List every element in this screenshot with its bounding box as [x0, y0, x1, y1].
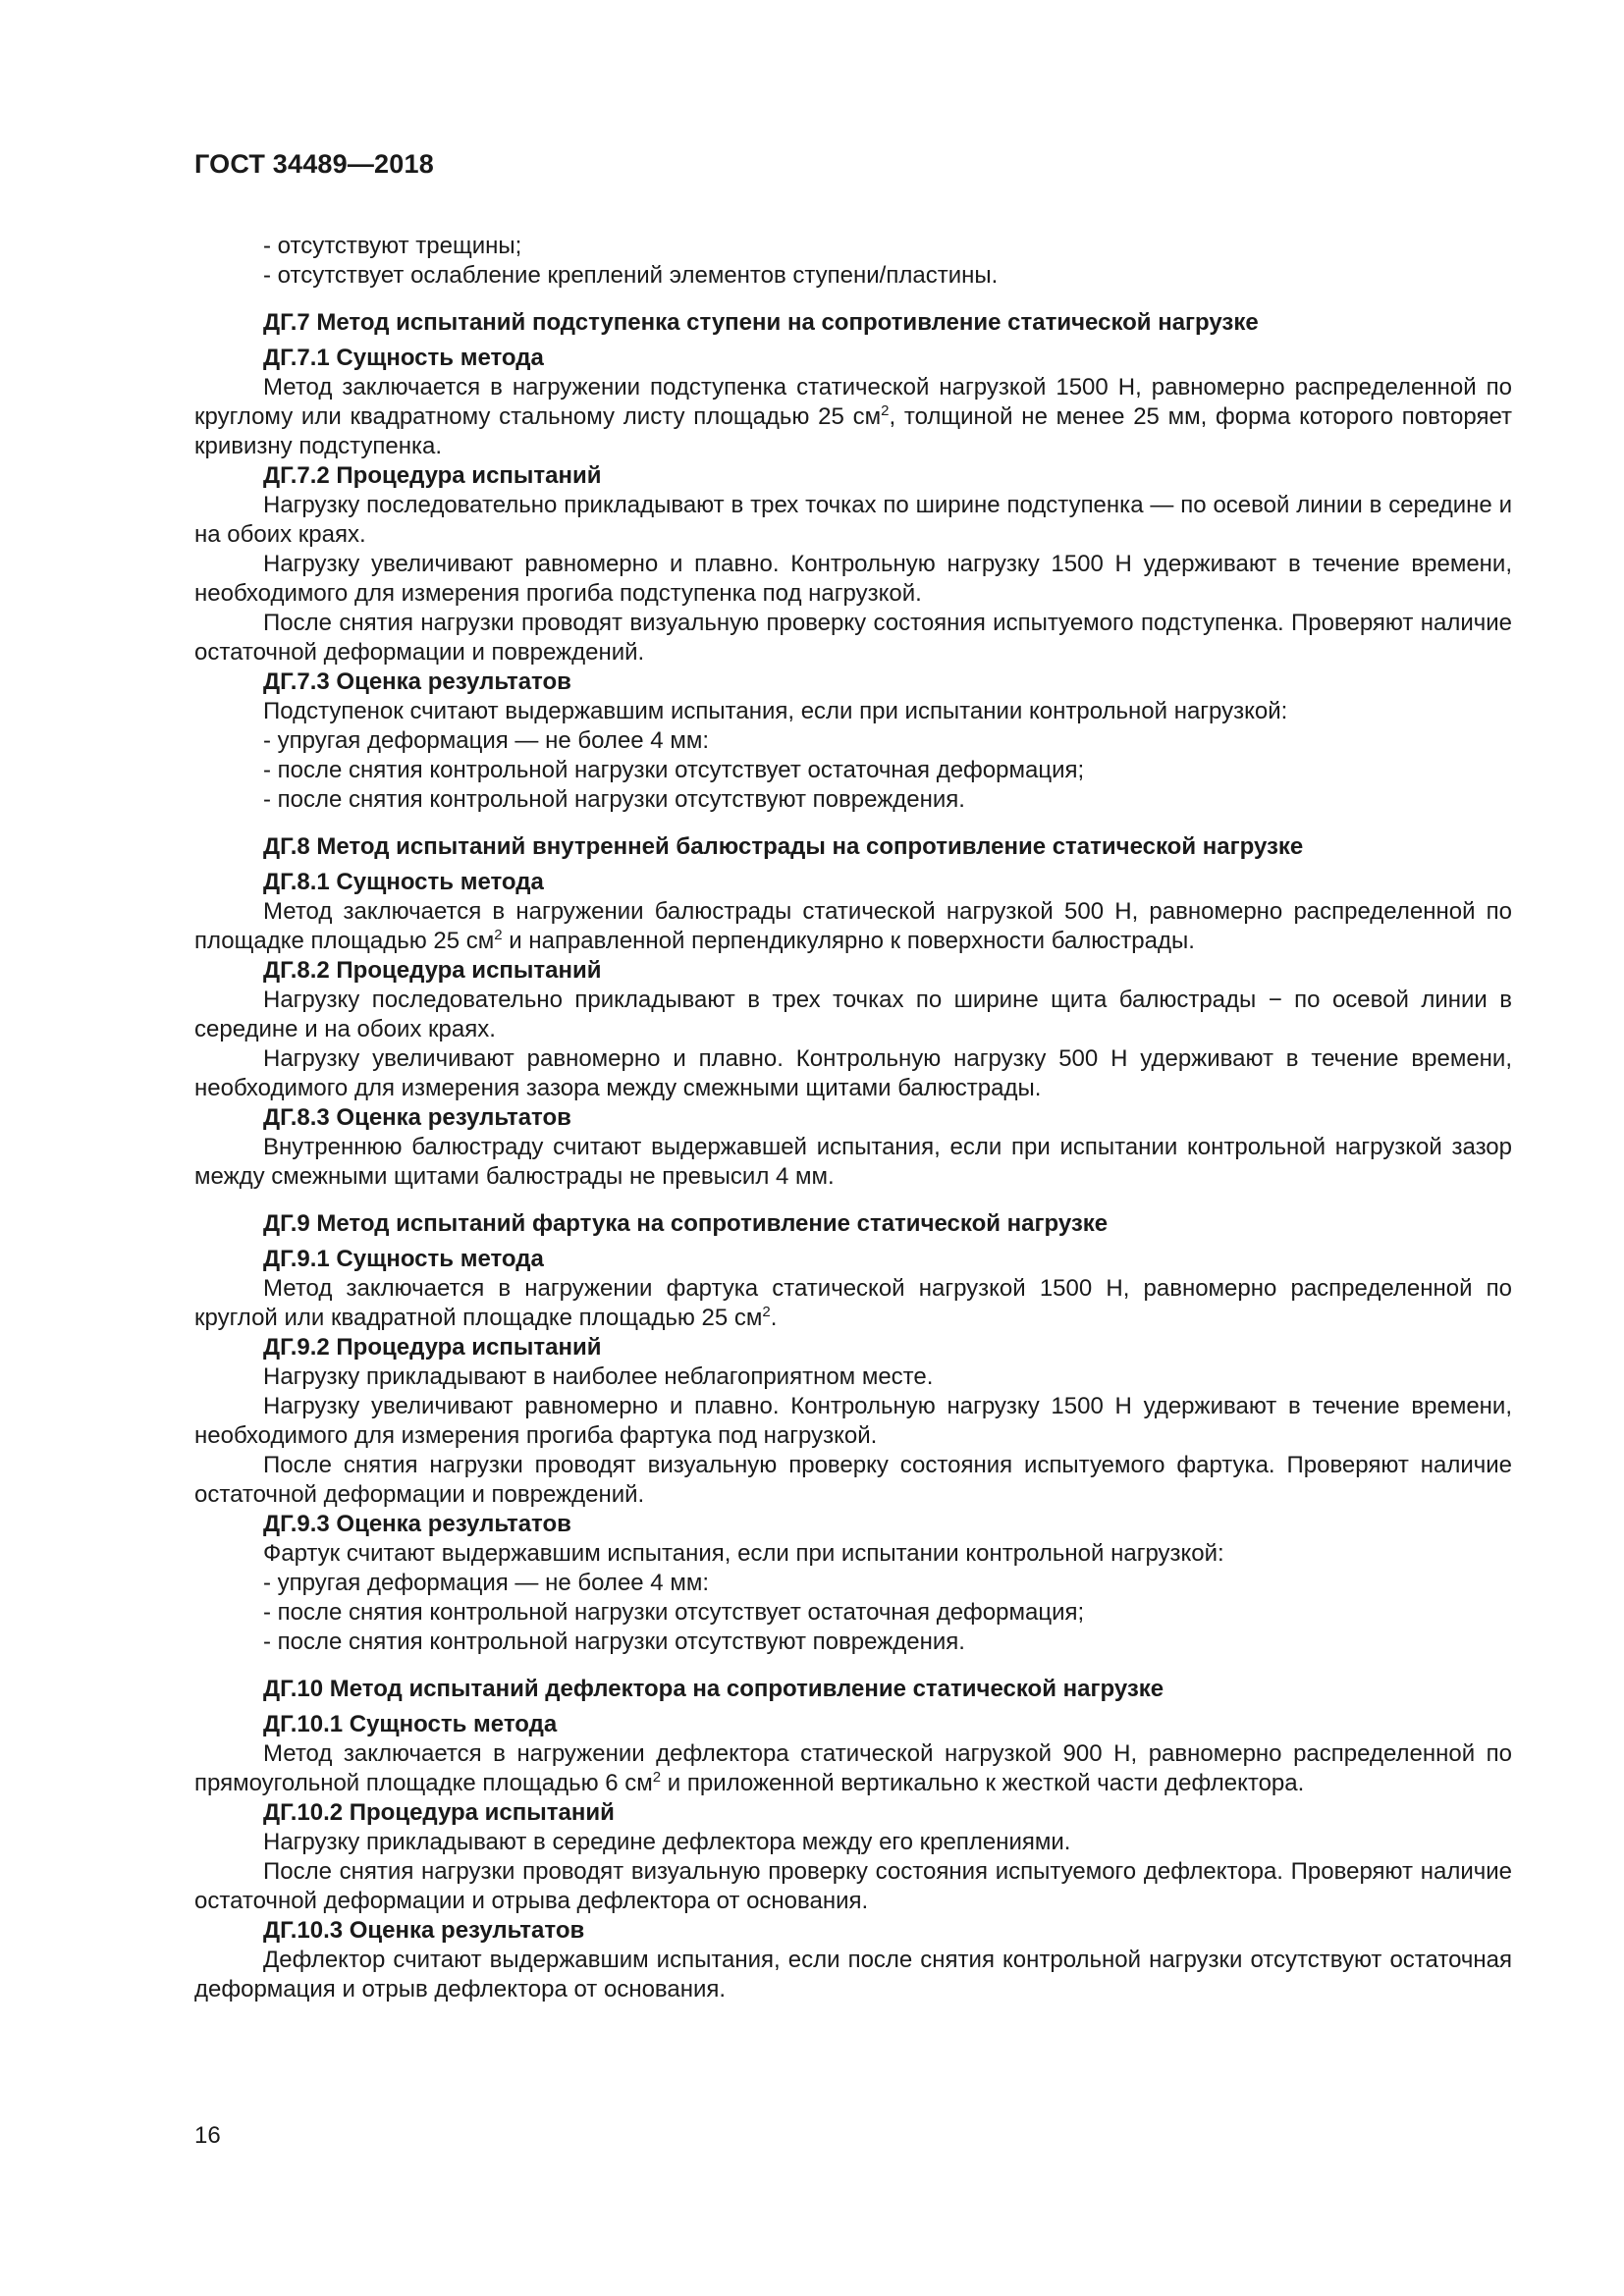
subsection-title: ДГ.9.3 Оценка результатов [263, 1511, 571, 1537]
paragraph: Нагрузку прикладывают в середине дефлектора между его креплениями. [263, 1829, 1071, 1855]
list-item: - упругая деформация — не более 4 мм: [263, 727, 709, 754]
section-title-dg9: ДГ.9 Метод испытаний фартука на сопротивление статической нагрузке [263, 1210, 1109, 1237]
section-title-dg7: ДГ.7 Метод испытаний подступенка ступени на сопротивление статической нагрузке [263, 309, 1259, 336]
document-header: ГОСТ 34489—2018 [194, 149, 434, 179]
subsection-title: ДГ.8.1 Сущность метода [263, 869, 544, 895]
paragraph: Дефлектор считают выдержавшим испытания, если после снятия контрольной нагрузки отсутствуют остаточная деформация и отрыв дефлектора от основания. [194, 1947, 1512, 2002]
paragraph: После снятия нагрузки проводят визуальную проверку состояния испытуемого дефлектора. Проверяют наличие остаточной деформации и отрыва дефлектора от основания. [194, 1858, 1512, 1914]
section-title-dg8: ДГ.8 Метод испытаний внутренней балюстрады на сопротивление статической нагрузке [263, 833, 1304, 860]
list-item: - отсутствуют трещины; [263, 233, 522, 259]
section-title-dg10: ДГ.10 Метод испытаний дефлектора на сопротивление статической нагрузке [263, 1676, 1164, 1702]
subsection-title: ДГ.9.2 Процедура испытаний [263, 1334, 602, 1361]
paragraph: Метод заключается в нагружении фартука статической нагрузкой 1500 Н, равномерно распределенной по круглой или квадратной площадке площадью 25 $см^2$. [194, 1275, 1512, 1331]
subsection-title: ДГ.10.1 Сущность метода [263, 1711, 558, 1737]
paragraph: Метод заключается в нагружении подступенка статической нагрузкой 1500 Н, равномерно распределенной по круглому или квадратному стальному листу площадью 25 $см^2$, толщиной не менее 25 мм, форма которого повторяет кривизну подступенка. [194, 374, 1512, 459]
paragraph: Нагрузку последовательно прикладывают в трех точках по ширине подступенка — по осевой линии в середине и на обоих краях. [194, 492, 1512, 548]
paragraph: Фартук считают выдержавшим испытания, если при испытании контрольной нагрузкой: [263, 1540, 1224, 1567]
paragraph: Внутреннюю балюстраду считают выдержавшей испытания, если при испытании контрольной нагрузкой зазор между смежными щитами балюстрады не превысил 4 мм. [194, 1134, 1512, 1190]
paragraph: Метод заключается в нагружении балюстрады статической нагрузкой 500 Н, равномерно распределенной по площадке площадью 25 $см^2$ и направленной перпендикулярно к поверхности балюстрады. [194, 898, 1512, 954]
subsection-title: ДГ.8.3 Оценка результатов [263, 1104, 571, 1131]
subsection-title: ДГ.10.2 Процедура испытаний [263, 1799, 615, 1826]
subsection-title: ДГ.7.3 Оценка результатов [263, 668, 571, 695]
paragraph: После снятия нагрузки проводят визуальную проверку состояния испытуемого подступенка. Проверяют наличие остаточной деформации и повреждений. [194, 610, 1512, 666]
list-item: - отсутствует ослабление креплений элементов ступени/пластины. [263, 262, 999, 289]
paragraph: Метод заключается в нагружении дефлектора статической нагрузкой 900 Н, равномерно распределенной по прямоугольной площадке площадью 6 $см^2$ и приложенной вертикально к жесткой части дефлектора. [194, 1740, 1512, 1796]
subsection-title: ДГ.7.2 Процедура испытаний [263, 462, 602, 489]
list-item: - после снятия контрольной нагрузки отсутствует остаточная деформация; [263, 757, 1085, 783]
subsection-title: ДГ.10.3 Оценка результатов [263, 1917, 585, 1944]
paragraph: Нагрузку увеличивают равномерно и плавно. Контрольную нагрузку 1500 Н удерживают в течение времени, необходимого для измерения прогиба фартука под нагрузкой. [194, 1393, 1512, 1449]
paragraph: После снятия нагрузки проводят визуальную проверку состояния испытуемого фартука. Проверяют наличие остаточной деформации и повреждений. [194, 1452, 1512, 1508]
paragraph: Подступенок считают выдержавшим испытания, если при испытании контрольной нагрузкой: [263, 698, 1288, 724]
paragraph: Нагрузку увеличивают равномерно и плавно. Контрольную нагрузку 1500 Н удерживают в течение времени, необходимого для измерения прогиба подступенка под нагрузкой. [194, 551, 1512, 607]
paragraph: Нагрузку увеличивают равномерно и плавно. Контрольную нагрузку 500 Н удерживают в течение времени, необходимого для измерения зазора между смежными щитами балюстрады. [194, 1045, 1512, 1101]
list-item: - после снятия контрольной нагрузки отсутствует остаточная деформация; [263, 1599, 1085, 1626]
subsection-title: ДГ.9.1 Сущность метода [263, 1246, 544, 1272]
paragraph: Нагрузку последовательно прикладывают в трех точках по ширине щита балюстрады − по осевой линии в середине и на обоих краях. [194, 987, 1512, 1042]
paragraph: Нагрузку прикладывают в наиболее неблагоприятном месте. [263, 1363, 934, 1390]
page-number: 16 [194, 2122, 221, 2149]
list-item: - упругая деформация — не более 4 мм: [263, 1570, 709, 1596]
list-item: - после снятия контрольной нагрузки отсутствуют повреждения. [263, 1629, 965, 1655]
list-item: - после снятия контрольной нагрузки отсутствуют повреждения. [263, 786, 965, 813]
subsection-title: ДГ.7.1 Сущность метода [263, 345, 544, 371]
subsection-title: ДГ.8.2 Процедура испытаний [263, 957, 602, 984]
document-body [194, 232, 1512, 2004]
